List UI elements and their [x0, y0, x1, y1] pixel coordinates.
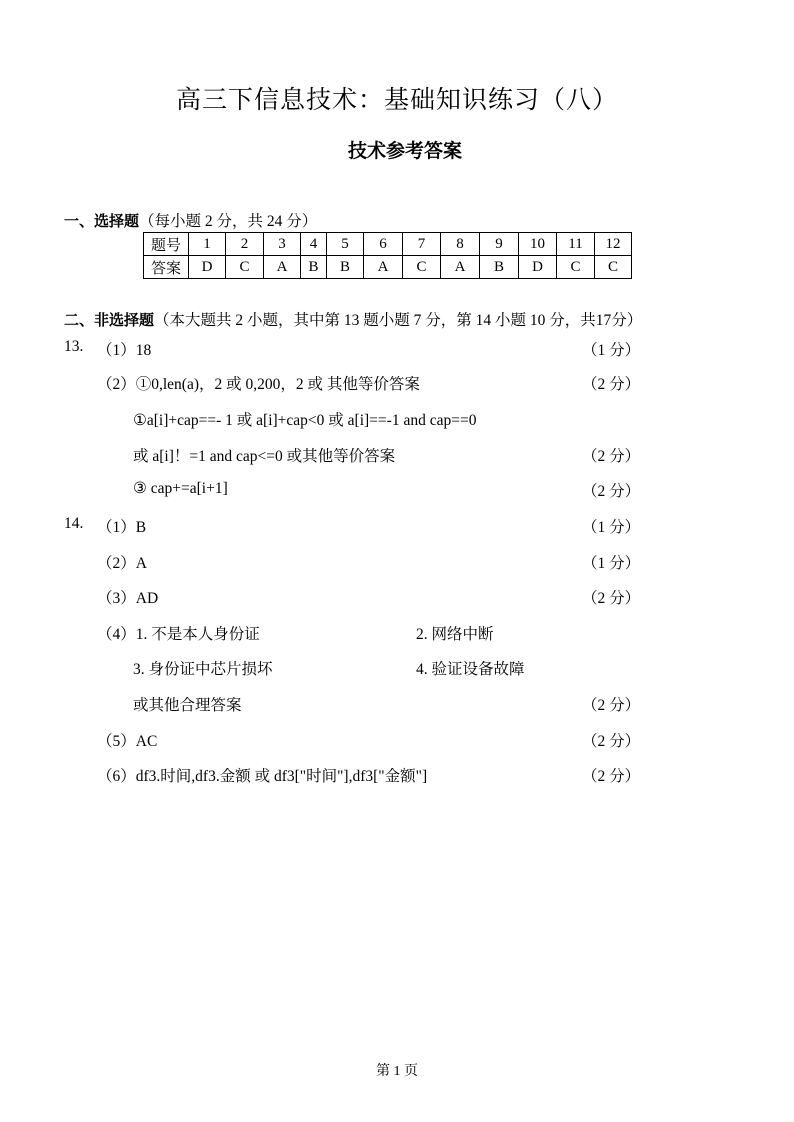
page-title: 高三下信息技术：基础知识练习（八）: [175, 85, 618, 114]
q14-part4-other: 或其他合理答案: [133, 697, 242, 714]
table-cell: 5: [327, 233, 364, 256]
q14-part4-item3: 3. 身份证中芯片损坏: [133, 661, 273, 678]
table-cell: C: [226, 256, 264, 279]
answer-table-row-answers: [144, 256, 632, 279]
table-cell: 6: [364, 233, 403, 256]
section2-heading-line: [64, 308, 642, 330]
section2-note: （本大题共 2 小题，其中第 13 题小题 7 分，第 14 小题 10 分，共17分）: [154, 312, 643, 329]
table-cell: D: [189, 256, 226, 279]
q13-part2-line2: ①a[i]+cap==- 1 或 a[i]+cap<0 或 a[i]==-1 and cap==0: [133, 412, 477, 429]
table-cell: B: [301, 256, 327, 279]
table-cell: 7: [403, 233, 441, 256]
answer-table-row-numbers: [144, 233, 632, 256]
table-cell: C: [403, 256, 441, 279]
q14-part2-score: （1 分）: [582, 555, 641, 572]
section1-note: （每小题 2 分，共 24 分）: [139, 213, 318, 230]
table-cell: C: [557, 256, 595, 279]
q14-part5: （5）AC: [97, 733, 158, 750]
section1-heading: 一、选择题: [64, 212, 140, 230]
table-cell: 3: [264, 233, 301, 256]
table-cell: 9: [480, 233, 519, 256]
q13-part2-line3: 或 a[i]！=1 and cap<=0 或其他等价答案: [133, 448, 396, 465]
q14-part6-score: （2 分）: [582, 768, 641, 785]
q14-part1: （1）B: [97, 519, 147, 536]
q14-part5-score: （2 分）: [582, 733, 641, 750]
table-header-question: 题号: [144, 233, 189, 256]
q13-part1: （1）18: [97, 342, 152, 359]
table-cell: 11: [557, 233, 595, 256]
table-cell: 8: [441, 233, 480, 256]
q14-part6: （6）df3.时间,df3.金额 或 df3["时间"],df3["金额"]: [97, 768, 428, 785]
q14-part3: （3）AD: [97, 590, 159, 607]
table-cell: 1: [189, 233, 226, 256]
q13-part1-score: （1 分）: [582, 342, 641, 359]
answer-table: [143, 232, 632, 279]
q14-number: 14.: [64, 515, 84, 532]
q13-part2-line3-score: （2 分）: [582, 448, 641, 465]
table-cell: C: [595, 256, 632, 279]
q14-part3-score: （2 分）: [582, 590, 641, 607]
q14-part1-score: （1 分）: [582, 519, 641, 536]
q13-part2-score: （2 分）: [582, 376, 641, 393]
page-subtitle: 技术参考答案: [348, 140, 463, 162]
table-cell: A: [441, 256, 480, 279]
q14-part4-item4: 4. 验证设备故障: [416, 661, 525, 678]
table-cell: 4: [301, 233, 327, 256]
q14-part4-item2: 2. 网络中断: [416, 626, 494, 643]
q13-number: 13.: [64, 338, 84, 355]
table-cell: 10: [519, 233, 557, 256]
table-cell: D: [519, 256, 557, 279]
q13-part2-line4: ③ cap+=a[i+1]: [133, 480, 228, 497]
q14-part2: （2）A: [97, 555, 147, 572]
table-header-answer: 答案: [144, 256, 189, 279]
table-cell: 2: [226, 233, 264, 256]
table-cell: A: [364, 256, 403, 279]
q14-part4-item1: （4）1. 不是本人身份证: [97, 626, 260, 643]
section1-heading-line: [64, 209, 317, 231]
q13-part2: （2）①0,len(a)，2 或 0,200，2 或 其他等价答案: [97, 376, 420, 393]
table-cell: B: [480, 256, 519, 279]
q13-part2-line4-score: （2 分）: [582, 483, 641, 500]
table-cell: A: [264, 256, 301, 279]
q14-part4-score: （2 分）: [582, 697, 641, 714]
table-cell: B: [327, 256, 364, 279]
table-cell: 12: [595, 233, 632, 256]
page-footer: 第 1 页: [376, 1064, 418, 1079]
section2-heading: 二、非选择题: [64, 311, 155, 329]
